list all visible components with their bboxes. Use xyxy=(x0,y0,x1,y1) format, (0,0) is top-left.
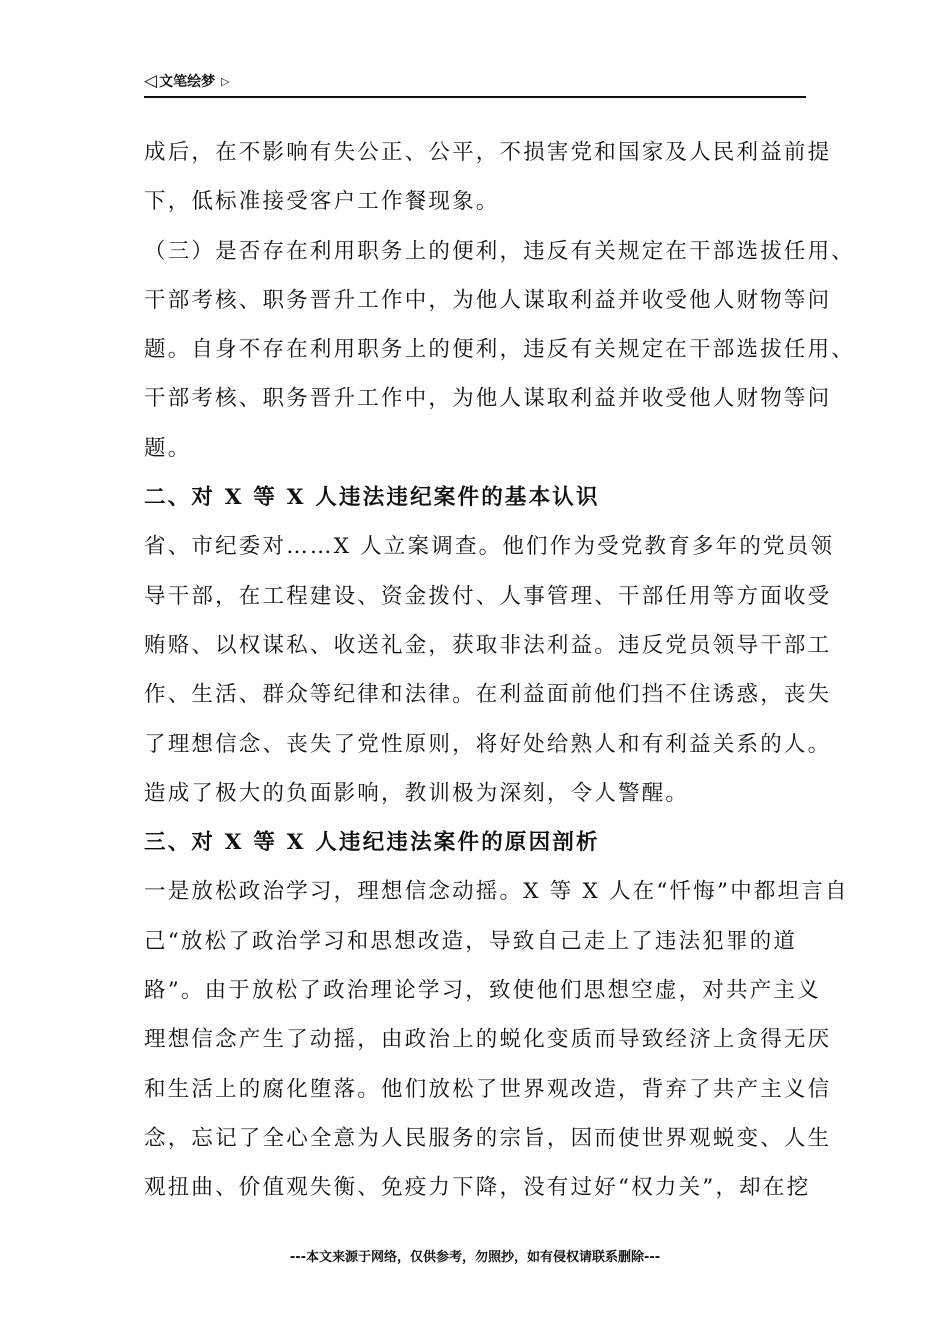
text-line: 路”。由于放松了政治理论学习，致使他们思想空虚，对共产主义 xyxy=(144,978,821,1004)
text-line: 理想信念产生了动摇，由政治上的蜕化变质而导致经济上贪得无厌 xyxy=(144,1027,832,1053)
header-title: 文笔绘梦 xyxy=(159,74,216,90)
text-line: 一是放松政治学习，理想信念动摇。X 等 X 人在“忏悔”中都坦言自 xyxy=(144,879,849,905)
text-line: 省、市纪委对……X 人立案调查。他们作为受党教育多年的党员领 xyxy=(144,534,835,560)
left-triangle-icon: ◁ xyxy=(144,70,158,91)
text-line: 题。 xyxy=(144,435,192,461)
text-line: 作、生活、群众等纪律和法律。在利益面前他们挡不住诱惑，丧失 xyxy=(144,682,832,708)
section-heading: 三、对 X 等 X 人违纪违法案件的原因剖析 xyxy=(144,830,600,856)
text-line: 导干部，在工程建设、资金拨付、人事管理、干部任用等方面收受 xyxy=(144,583,832,609)
text-line: 干部考核、职务晋升工作中，为他人谋取利益并收受他人财物等问 xyxy=(144,287,832,313)
right-triangle-icon: ▷ xyxy=(221,74,230,88)
page-footer-disclaimer: ---本文来源于网络，仅供参考，勿照抄，如有侵权请联系删除--- xyxy=(289,1250,661,1265)
text-line: 成后，在不影响有失公正、公平，不损害党和国家及人民利益前提 xyxy=(144,140,832,165)
text-line: 题。自身不存在利用职务上的便利，违反有关规定在干部选拔任用、 xyxy=(144,337,856,363)
text-line: 己“放松了政治学习和思想改造，导致自己走上了违法犯罪的道 xyxy=(144,928,798,954)
text-line: 贿赂、以权谋私、收送礼金，获取非法利益。违反党员领导干部工 xyxy=(144,632,832,658)
page-header xyxy=(144,66,806,98)
section-heading: 二、对 X 等 X 人违法违纪案件的基本认识 xyxy=(144,485,600,511)
text-line: 造成了极大的负面影响，教训极为深刻，令人警醒。 xyxy=(144,780,690,806)
text-line: （三）是否存在利用职务上的便利，违反有关规定在干部选拔任用、 xyxy=(144,238,856,264)
text-line: 干部考核、职务晋升工作中，为他人谋取利益并收受他人财物等问 xyxy=(144,386,832,412)
text-line: 观扭曲、价值观失衡、免疫力下降，没有过好“权力关”，却在挖 xyxy=(144,1175,811,1201)
text-line: 了理想信念、丧失了党性原则，将好处给熟人和有利益关系的人。 xyxy=(144,731,832,757)
document-body xyxy=(144,128,856,1213)
text-line: 下，低标准接受客户工作餐现象。 xyxy=(144,189,500,215)
text-line: 和生活上的腐化堕落。他们放松了世界观改造，背弃了共产主义信 xyxy=(144,1076,832,1102)
text-line: 念，忘记了全心全意为人民服务的宗旨，因而使世界观蜕变、人生 xyxy=(144,1125,832,1151)
